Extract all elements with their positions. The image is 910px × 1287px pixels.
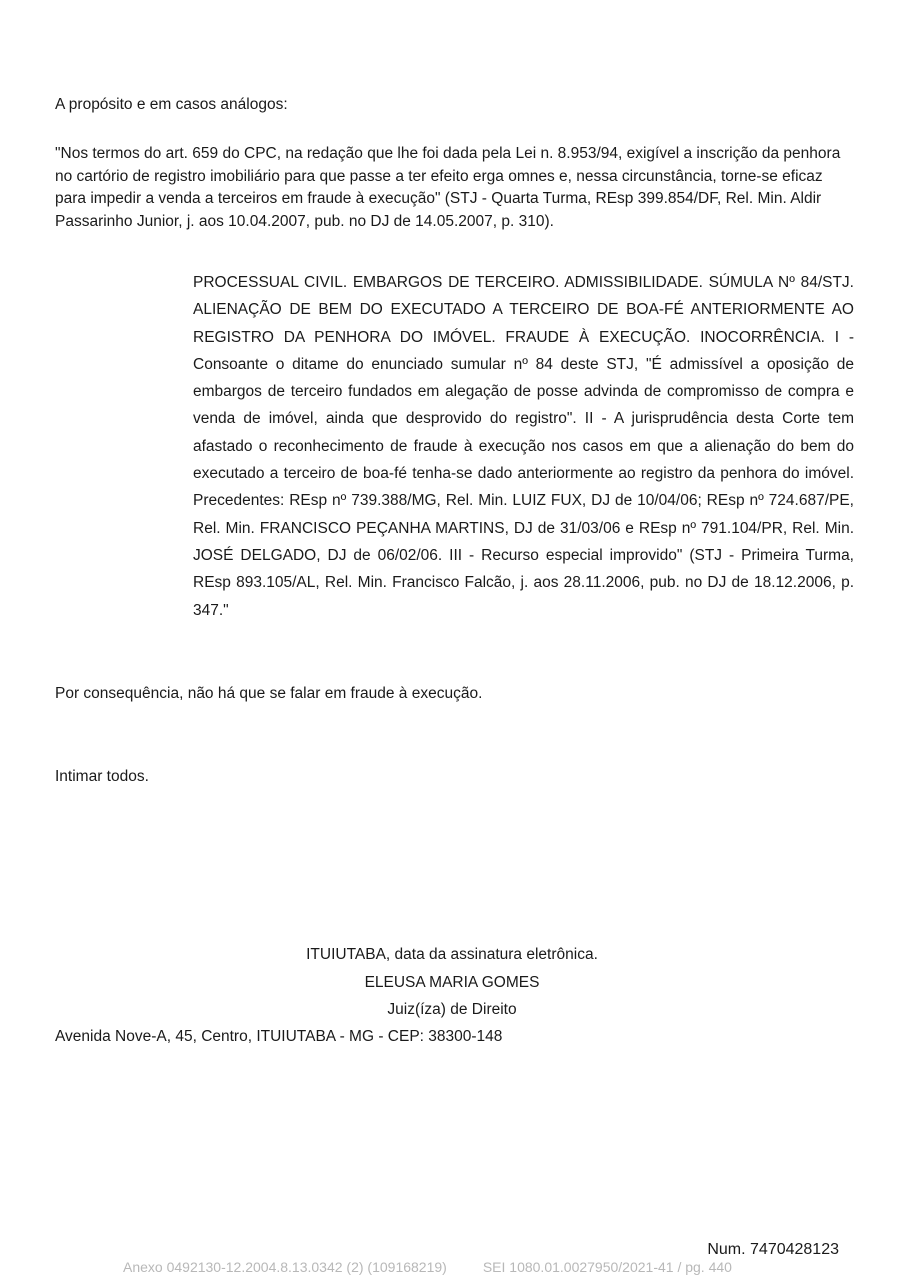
first-quote-paragraph: "Nos termos do art. 659 do CPC, na redação que lhe foi dada pela Lei n. 8.953/94, exigível a inscrição da penhora no cartório de registro imobiliário para que passe a ter efeito erga omnes e, nessa circunstância, torne-se eficaz para impedir a venda a terceiros em fraude à execução" (STJ - Quarta Turma, REsp 399.854/DF, Rel. Min. Aldir Passarinho Junior, j. aos 10.04.2007, pub. no DJ de 14.05.2007, p. 310). — [55, 145, 841, 230]
signature-name: ELEUSA MARIA GOMES — [364, 973, 540, 991]
footer-watermark — [123, 1258, 732, 1276]
footer-sei-ref: SEI 1080.01.0027950/2021-41 / pg. 440 — [482, 1259, 732, 1275]
signature-place-date: ITUIUTABA, data da assinatura eletrônica. — [306, 946, 598, 963]
footer-annex-ref: Anexo 0492130-12.2004.8.13.0342 (2) (109168219) — [123, 1259, 447, 1275]
jurisprudence-citation: PROCESSUAL CIVIL. EMBARGOS DE TERCEIRO. ADMISSIBILIDADE. SÚMULA Nº 84/STJ. ALIENAÇÃO DE BEM DO EXECUTADO A TERCEIRO DE BOA-FÉ ANTERIORMENTE AO REGISTRO DA PENHORA DO IMÓVEL. FRAUDE À EXECUÇÃO. INOCORRÊNCIA. I - Consoante o ditame do enunciado sumular nº 84 deste STJ, "É admissível a oposição de embargos de terceiro fundados em alegação de posse advinda de compromisso de compra e venda de imóvel, ainda que desprovido do registro". II - A jurisprudência desta Corte tem afastado o reconhecimento de fraude à execução nos casos em que a alienação do bem do executado a terceiro de boa-fé tenha-se dado anteriormente ao registro da penhora do imóvel. Precedentes: REsp nº 739.388/MG, Rel. Min. LUIZ FUX, DJ de 10/04/06; REsp nº 724.687/PE, Rel. Min. FRANCISCO PEÇANHA MARTINS, DJ de 31/03/06 e REsp nº 791.104/PR, Rel. Min. JOSÉ DELGADO, DJ de 06/02/06. III - Recurso especial improvido" (STJ - Primeira Turma, REsp 893.105/AL, Rel. Min. Francisco Falcão, j. aos 28.11.2006, pub. no DJ de 18.12.2006, p. 347." — [193, 274, 854, 619]
intro-paragraph: A propósito e em casos análogos: — [55, 96, 288, 113]
conclusion-paragraph: Por consequência, não há que se falar em fraude à execução. — [55, 685, 483, 702]
intimation-paragraph: Intimar todos. — [55, 768, 149, 785]
signature-role: Juiz(íza) de Direito — [387, 1001, 517, 1018]
document-number: Num. 7470428123 — [707, 1241, 839, 1258]
signature-block — [200, 941, 704, 1024]
court-address: Avenida Nove-A, 45, Centro, ITUIUTABA - MG - CEP: 38300-148 — [55, 1028, 503, 1045]
